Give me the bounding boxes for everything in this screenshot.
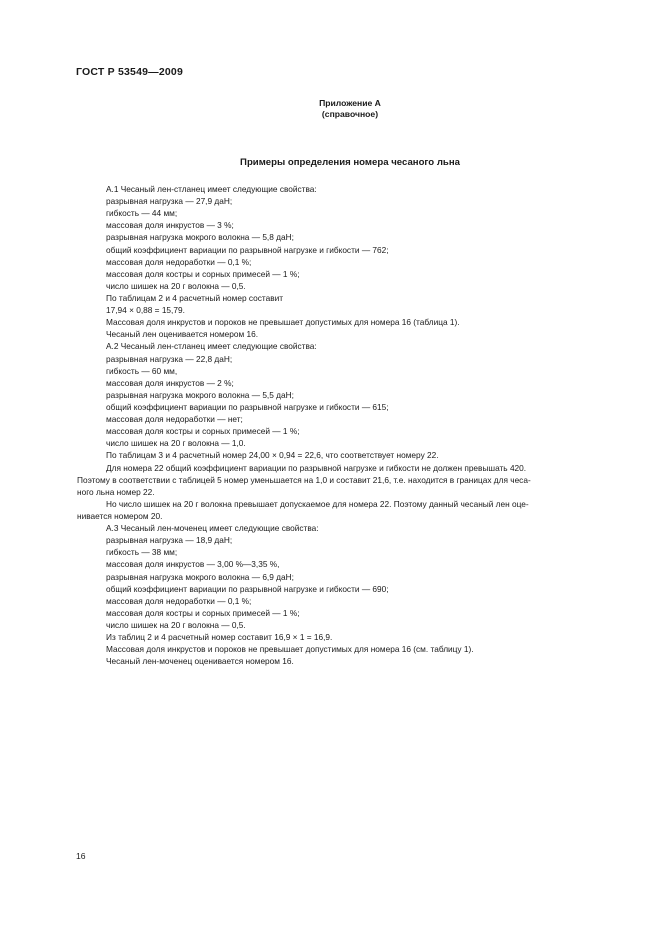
text-line: массовая доля костры и сорных примесей — 1 %;: [106, 268, 300, 279]
text-line: массовая доля недоработки — 0,1 %;: [106, 256, 252, 267]
text-line: Поэтому в соответствии с таблицей 5 номер уменьшается на 1,0 и составит 21,6, т.е. находится в границах для чеса-: [77, 474, 531, 485]
text-line: разрывная нагрузка мокрого волокна — 5,8 даН;: [106, 232, 294, 243]
text-line: число шишек на 20 г волокна — 0,5.: [106, 619, 246, 630]
annex-type: (справочное): [321, 109, 379, 119]
text-line: массовая доля костры и сорных примесей — 1 %;: [106, 607, 300, 618]
text-line: По таблицам 3 и 4 расчетный номер 24,00 × 0,94 = 22,6, что соответствует номеру 22.: [106, 450, 439, 461]
text-line: По таблицам 2 и 4 расчетный номер составит: [106, 292, 284, 303]
text-line: общий коэффициент вариации по разрывной нагрузке и гибкости — 762;: [106, 244, 389, 255]
text-line: число шишек на 20 г волокна — 1,0.: [106, 438, 246, 449]
text-line: А.1 Чесаный лен-стланец имеет следующие свойства:: [106, 184, 317, 194]
text-line: разрывная нагрузка мокрого волокна — 6,9 даН;: [106, 571, 294, 582]
text-line: общий коэффициент вариации по разрывной нагрузке и гибкости — 615;: [106, 401, 389, 412]
text-line: Массовая доля инкрустов и пороков не превышает допустимых для номера 16 (таблица 1).: [106, 317, 460, 328]
text-line: общий коэффициент вариации по разрывной нагрузке и гибкости — 690;: [106, 583, 389, 594]
text-line: гибкость — 38 мм;: [106, 547, 178, 558]
text-line: разрывная нагрузка — 27,9 даН;: [106, 196, 233, 207]
text-line: 17,94 × 0,88 = 15,79.: [106, 305, 185, 316]
text-line: разрывная нагрузка — 22,8 даН;: [106, 353, 233, 364]
text-line: ного льна номер 22.: [77, 486, 155, 497]
text-line: Чесаный лен-моченец оценивается номером 16.: [106, 656, 294, 667]
text-line: гибкость — 44 мм;: [106, 208, 178, 219]
body-text: [77, 183, 616, 667]
text-line: массовая доля недоработки — 0,1 %;: [106, 595, 252, 606]
text-line: Массовая доля инкрустов и пороков не превышает допустимых для номера 16 (см. таблицу 1).: [106, 644, 474, 655]
text-line: Из таблиц 2 и 4 расчетный номер составит 16,9 × 1 = 16,9.: [106, 632, 333, 643]
text-line: Чесаный лен оценивается номером 16.: [106, 329, 259, 340]
text-line: А.2 Чесаный лен-стланец имеет следующие свойства:: [106, 341, 317, 352]
text-line: разрывная нагрузка — 18,9 даН;: [106, 535, 233, 546]
page-number: 16: [76, 851, 86, 861]
text-line: разрывная нагрузка мокрого волокна — 5,5 даН;: [106, 389, 294, 400]
text-line: нивается номером 20.: [77, 510, 163, 521]
text-line: Для номера 22 общий коэффициент вариации по разрывной нагрузке и гибкости не должен превышать 420.: [106, 462, 527, 473]
text-line: массовая доля костры и сорных примесей — 1 %;: [106, 426, 300, 437]
text-line: массовая доля инкрустов — 3 %;: [106, 220, 234, 231]
text-line: А.3 Чесаный лен-моченец имеет следующие свойства:: [106, 523, 319, 534]
document-header: ГОСТ Р 53549—2009: [76, 66, 184, 78]
text-line: массовая доля инкрустов — 2 %;: [106, 377, 234, 388]
text-line: гибкость — 60 мм,: [106, 365, 178, 376]
text-line: массовая доля инкрустов — 3,00 %—3,35 %,: [106, 559, 280, 570]
text-line: Но число шишек на 20 г волокна превышает допускаемое для номера 22. Поэтому данный чесаный лен оце-: [106, 498, 529, 509]
section-title: Примеры определения номера чесаного льна: [240, 157, 460, 168]
text-line: число шишек на 20 г волокна — 0,5.: [106, 280, 246, 291]
text-line: массовая доля недоработки — нет;: [106, 414, 243, 425]
annex-label: Приложение А: [319, 98, 381, 108]
